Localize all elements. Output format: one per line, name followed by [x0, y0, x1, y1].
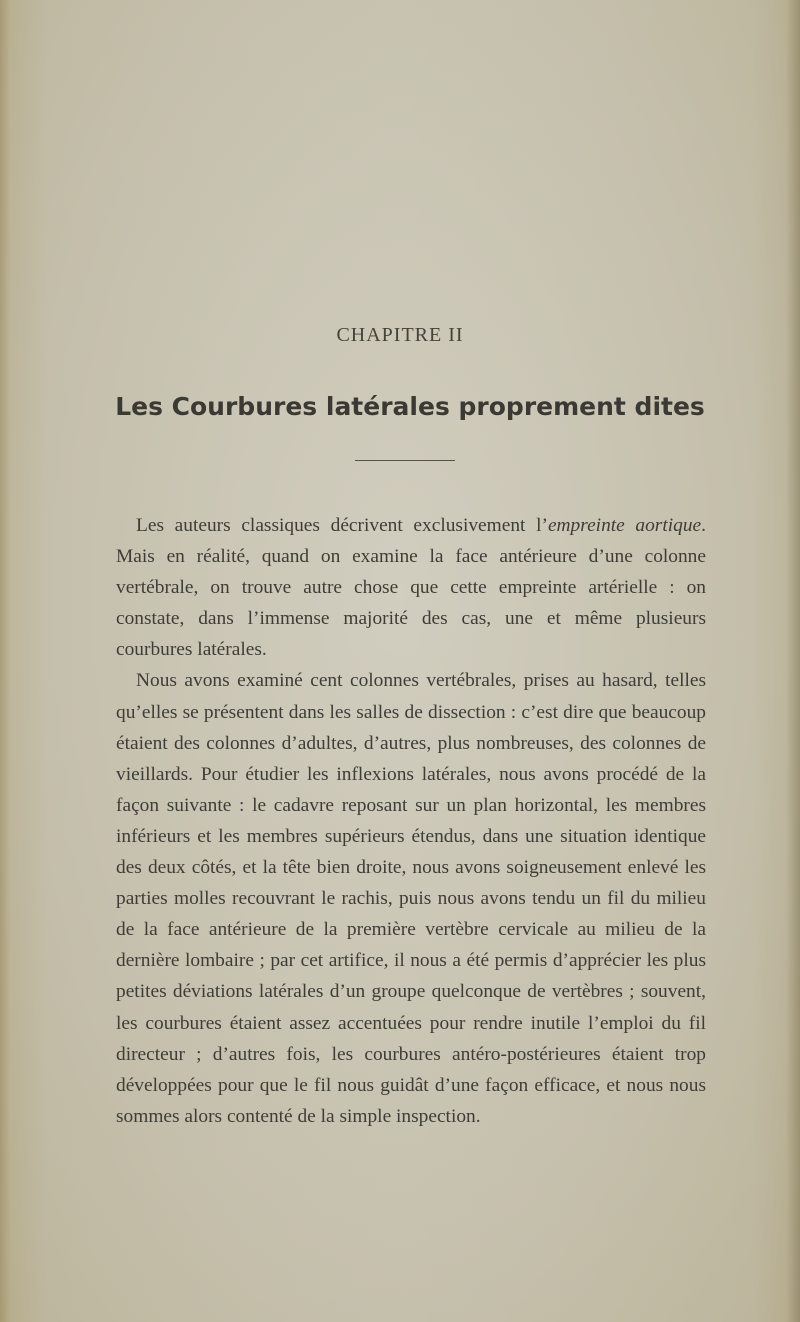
page-right-edge [786, 0, 800, 1322]
paragraph-1-rest: . Mais en réalité, quand on examine la face antérieure d’une colonne vertébrale, on trouve autre chose que cette empreinte artérielle : on constate, dans l’immense majorité des cas, une et même plusieurs courbures latérales. [116, 515, 706, 661]
paragraph-1-italic: empreinte aortique [547, 515, 702, 536]
paragraph-1-start: Les auteurs classiques décrivent exclusivement l’ [136, 515, 548, 536]
paragraph-2: Nous avons examiné cent colonnes vertébrales, prises au hasard, telles qu’elles se présentent dans les salles de dissection : c’est dire que beaucoup étaient des colonnes d’adultes, d’autres, plus nombreuses, des colonnes de vieillards. Pour étudier les inflexions latérales, nous avons procédé de la façon suivante : le cadavre reposant sur un plan horizontal, les membres inférieurs et les membres supérieurs étendus, dans une situation identique des deux côtés, et la tête bien droite, nous avons soigneusement enlevé les parties molles recouvrant le rachis, puis nous avons tendu un fil du milieu de la face antérieure de la première vertèbre cervicale au milieu de la dernière lombaire ; par cet artifice, il nous a été permis d’apprécier les plus petites déviations latérales d’un groupe quelconque de vertèbres ; souvent, les courbures étaient assez accentuées pour rendre inutile l’emploi du fil directeur ; d’autres fois, les courbures antéro-postérieures étaient trop développées pour que le fil nous guidât d’une façon efficace, et nous nous sommes alors contenté de la simple inspection. [116, 670, 706, 1127]
page-left-edge [0, 0, 10, 1322]
paragraph-1 [116, 510, 706, 665]
body-text [116, 510, 706, 1132]
chapter-label: CHAPITRE II [336, 324, 464, 346]
chapter-title: Les Courbures latérales proprement dites [115, 392, 705, 421]
title-divider [355, 460, 455, 461]
